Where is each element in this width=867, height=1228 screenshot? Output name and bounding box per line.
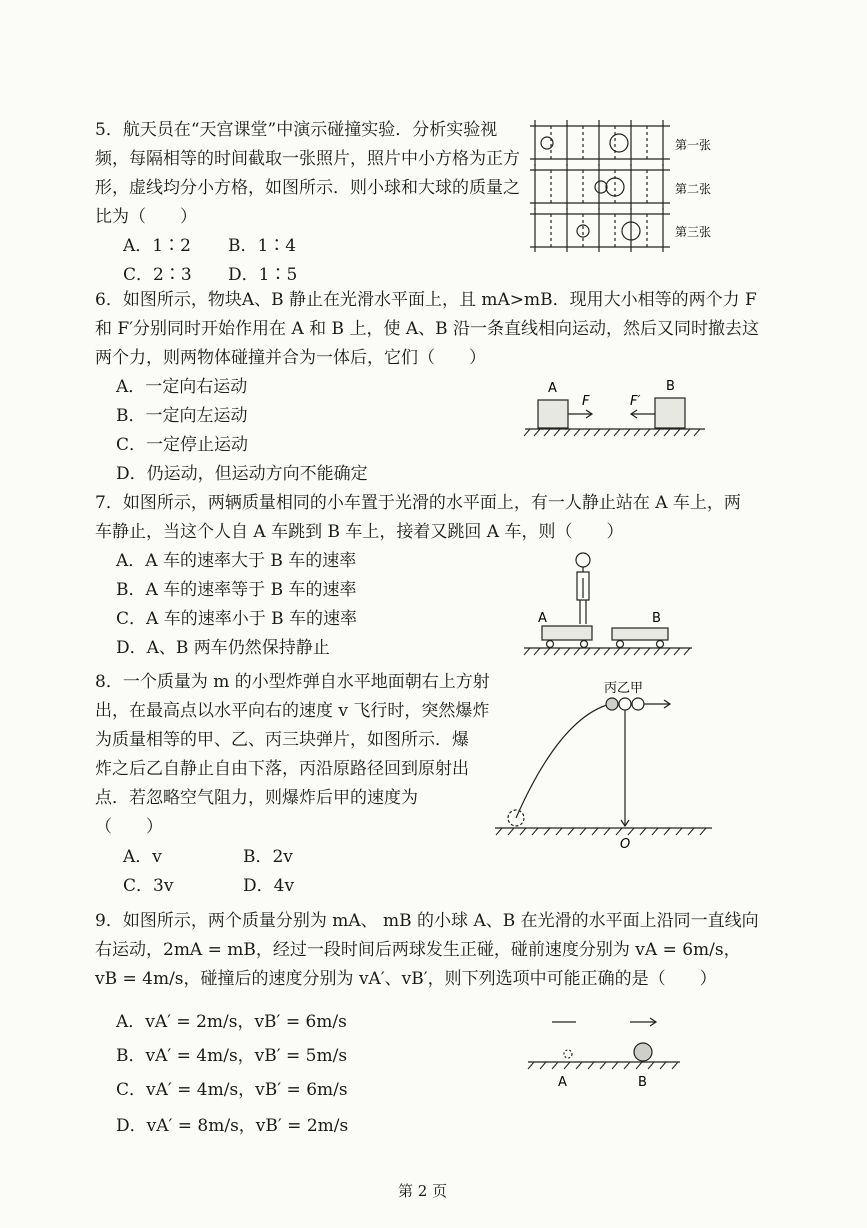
q8-option-b[interactable]: B．2v <box>243 847 293 867</box>
q6-option-a[interactable]: A．一定向右运动 <box>116 377 248 397</box>
q9-option-a[interactable]: A．vA′ = 2m/s，vB′ = 6m/s <box>116 1012 347 1032</box>
q6-option-b[interactable]: B．一定向左运动 <box>116 406 248 426</box>
q9-label-ball-a: A <box>558 1075 567 1090</box>
q5-line-4: 比为（ ） <box>95 207 197 227</box>
q9-balls-figure <box>520 1012 690 1092</box>
q8-line-6: （ ） <box>95 817 163 837</box>
q8-option-d[interactable]: D．4v <box>243 876 295 896</box>
q8-line-4: 炸之后乙自静止自由下落，丙沿原路径回到原射出 <box>95 759 469 779</box>
q7-option-c[interactable]: C．A 车的速率小于 B 车的速率 <box>116 609 357 629</box>
q6-label-block-b: B <box>666 379 675 394</box>
q7-label-cart-b: B <box>652 611 661 626</box>
q5-line-2: 频，每隔相等的时间截取一张照片，照片中小方格为正方 <box>95 149 520 169</box>
q9-line-1: 9．如图所示，两个质量分别为 mA、 mB 的小球 A、B 在光滑的水平面上沿同一直线向 <box>95 911 759 931</box>
q7-option-d[interactable]: D．A、B 两车仍然保持静止 <box>116 638 330 658</box>
q5-line-3: 形，虚线均分小方格，如图所示．则小球和大球的质量之 <box>95 178 520 198</box>
q7-line-1: 7．如图所示，两辆质量相同的小车置于光滑的水平面上，有一人静止站在 A 车上，两 <box>95 493 741 513</box>
q8-option-a[interactable]: A．v <box>123 847 162 867</box>
q9-line-3: vB = 4m/s，碰撞后的速度分别为 vA′、vB′，则下列选项中可能正确的是（ ） <box>95 969 717 989</box>
q5-label-photo-3: 第三张 <box>675 225 712 239</box>
q9-line-2: 右运动，2mA = mB，经过一段时间后两球发生正碰，碰前速度分别为 vA = 6m/s， <box>95 940 741 960</box>
q7-option-b[interactable]: B．A 车的速率等于 B 车的速率 <box>116 580 357 600</box>
q6-line-2: 和 F′分别同时开始作用在 A 和 B 上，使 A、B 沿一条直线相向运动，然后又同时撤去这 <box>95 319 760 339</box>
q5-line-1: 5．航天员在“天宫课堂”中演示碰撞实验．分析实验视 <box>95 120 498 140</box>
q8-label-fragments: 丙乙甲 <box>604 681 644 696</box>
q7-line-2: 车静止，当这个人自 A 车跳到 B 车上，接着又跳回 A 车，则（ ） <box>95 522 624 542</box>
page-number: 第 2 页 <box>398 1182 448 1200</box>
q5-option-c[interactable]: C．2∶3 <box>123 265 192 285</box>
q8-option-c[interactable]: C．3v <box>123 876 174 896</box>
q5-option-a[interactable]: A．1∶2 <box>123 236 191 256</box>
q6-label-block-a: A <box>548 381 557 396</box>
q5-label-photo-1: 第一张 <box>675 138 712 152</box>
q7-option-a[interactable]: A．A 车的速率大于 B 车的速率 <box>116 551 357 571</box>
q8-line-3: 为质量相等的甲、乙、丙三块弹片，如图所示．爆 <box>95 730 469 750</box>
q6-line-3: 两个力，则两物体碰撞并合为一体后，它们（ ） <box>95 348 486 368</box>
q9-option-b[interactable]: B．vA′ = 4m/s，vB′ = 5m/s <box>116 1046 348 1066</box>
q7-label-cart-a: A <box>538 611 547 626</box>
q5-option-d[interactable]: D．1∶5 <box>228 265 298 285</box>
q8-line-1: 8．一个质量为 m 的小型炸弹自水平地面朝右上方射 <box>95 672 490 692</box>
q8-explosion-figure <box>490 678 720 853</box>
q8-label-origin-o: O <box>620 837 631 852</box>
q9-label-ball-b: B <box>638 1075 647 1090</box>
q6-label-force-f: F <box>582 394 590 409</box>
q8-line-5: 点．若忽略空气阻力，则爆炸后甲的速度为 <box>95 788 418 808</box>
q9-option-d[interactable]: D．vA′ = 8m/s，vB′ = 2m/s <box>116 1116 349 1136</box>
q6-label-force-f-prime: F′ <box>630 394 641 409</box>
q6-line-1: 6．如图所示，物块A、B 静止在光滑水平面上，且 mA>mB．现用大小相等的两个力 F <box>95 290 757 310</box>
q5-option-b[interactable]: B．1∶4 <box>228 236 297 256</box>
q5-collision-photos-figure <box>525 118 725 253</box>
q5-label-photo-2: 第二张 <box>675 182 712 196</box>
q6-blocks-forces-figure <box>520 372 710 440</box>
q7-carts-person-figure <box>520 548 700 666</box>
q6-option-c[interactable]: C．一定停止运动 <box>116 435 249 455</box>
q8-line-2: 出，在最高点以水平向右的速度 v 飞行时，突然爆炸 <box>95 701 490 721</box>
q6-option-d[interactable]: D．仍运动，但运动方向不能确定 <box>116 464 368 484</box>
q9-option-c[interactable]: C．vA′ = 4m/s，vB′ = 6m/s <box>116 1080 348 1100</box>
